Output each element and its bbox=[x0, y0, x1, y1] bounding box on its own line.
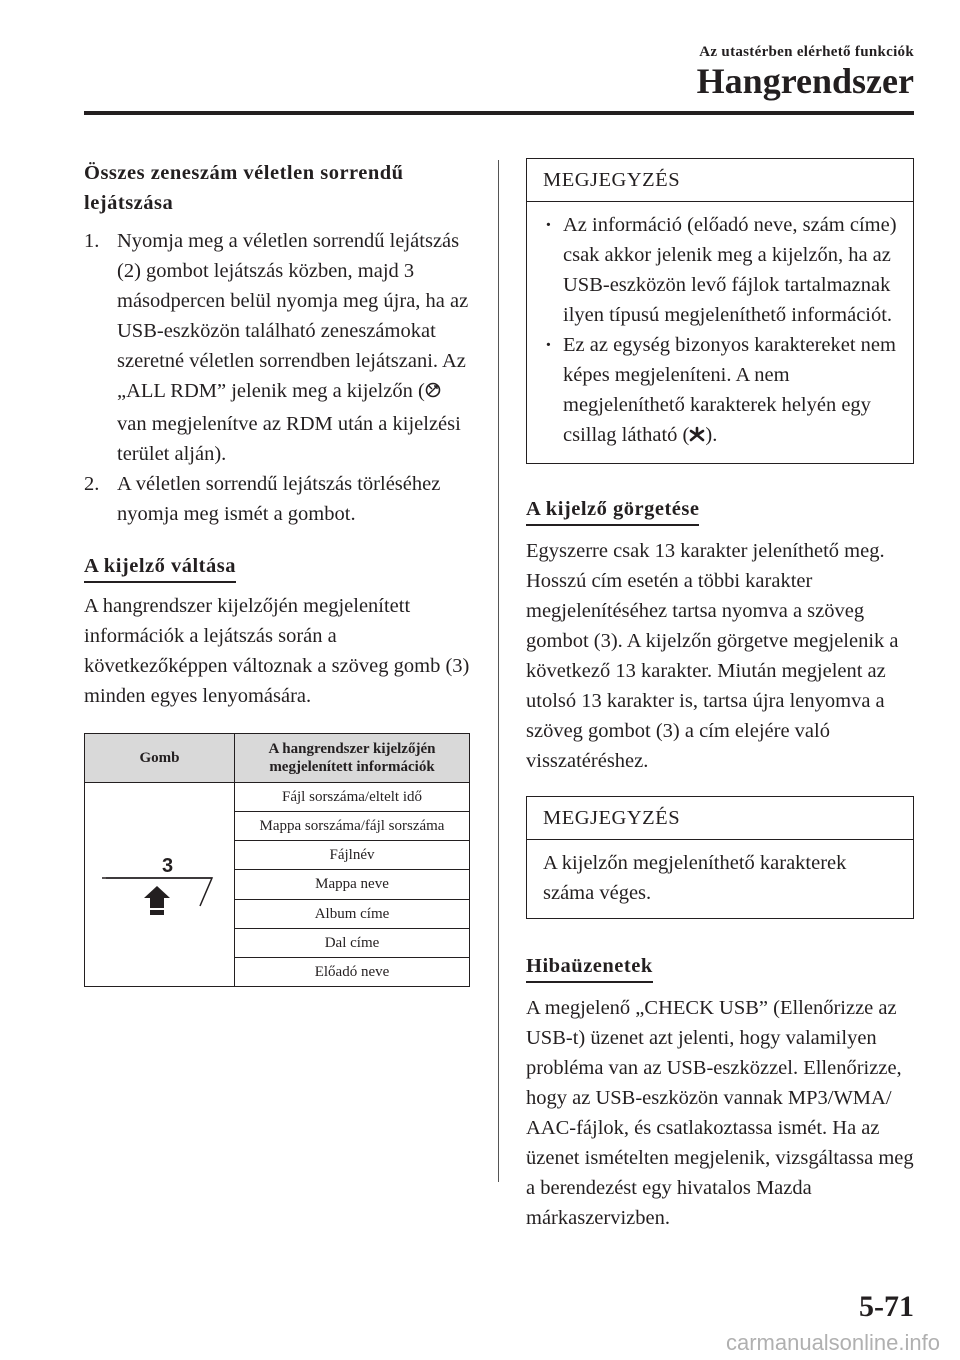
table-header-row bbox=[85, 734, 470, 783]
right-column bbox=[526, 158, 914, 1233]
note-list bbox=[543, 210, 897, 453]
page-number: 5-71 bbox=[859, 1290, 914, 1323]
table-header-button: Gomb bbox=[85, 734, 235, 783]
table-cell: Mappa sorszáma/fájl sorszáma bbox=[235, 812, 470, 841]
table-cell: Dal címe bbox=[235, 928, 470, 957]
scroll-display-text: Egyszerre csak 13 karakter jeleníthető meg. Hosszú cím esetén a többi karakter megjelenítéséhez tartsa nyomva a szöveg gombot (3). A kijelzőn görgetve megjelenik a következő 13 karakter. Miután megjelent az utolsó 13 karakter is, tartsa újra lenyomva a szöveg gombot (3) a cím elejére való visszatéréshez. bbox=[526, 540, 899, 772]
list-item bbox=[543, 330, 897, 453]
table-cell: Fájl sorszáma/eltelt idő bbox=[235, 783, 470, 812]
note-title: MEGJEGYZÉS bbox=[527, 797, 913, 840]
table-row bbox=[85, 783, 470, 812]
table-cell: Előadó neve bbox=[235, 957, 470, 986]
button-number: 3 bbox=[161, 855, 173, 877]
left-column bbox=[84, 158, 470, 987]
note-body: A kijelzőn megjeleníthető karakterek száma véges. bbox=[543, 852, 847, 904]
button-illustration-cell bbox=[85, 783, 235, 987]
switch-display-heading: A kijelző váltása bbox=[84, 553, 236, 583]
step-text-part: Nyomja meg a véletlen sorrendű lejátszás (2) gombot lejátszás közben, majd 3 másodpercen belül nyomja meg újra, ha az USB-eszközön található zeneszámokat szeretné véletlen sorrendben lejátszani. Az „ALL RDM” jelenik meg a kijelzőn ( bbox=[117, 230, 469, 402]
steps-list bbox=[84, 226, 470, 529]
table-cell: Fájlnév bbox=[235, 841, 470, 870]
section-subtitle: Az utastérben elérhető funkciók bbox=[699, 44, 914, 60]
asterisk-icon bbox=[689, 423, 705, 453]
list-item bbox=[84, 469, 470, 529]
step-number: 2. bbox=[84, 473, 100, 495]
note-box bbox=[526, 796, 914, 919]
page-title: Hangrendszer bbox=[696, 61, 914, 101]
step-text: A véletlen sorrendű lejátszás törléséhez nyomja meg ismét a gombot. bbox=[117, 473, 441, 525]
list-item: · Az információ (előadó neve, szám címe) csak akkor jelenik meg a kijelzőn, ha az USB-eszközön levő fájlok tartalmaznak ilyen típusú megjeleníthető információt. bbox=[543, 210, 897, 330]
note-title: MEGJEGYZÉS bbox=[527, 159, 913, 202]
display-info-table bbox=[84, 733, 470, 987]
list-item bbox=[84, 226, 470, 469]
text-button-illustration bbox=[100, 842, 220, 922]
table-header-info: A hangrendszer kijelzőjén megjelenített információk bbox=[235, 734, 470, 783]
error-messages-text: A megjelenő „CHECK USB” (Ellenőrizze az USB-t) üzenet azt jelenti, hogy valamilyen probléma van az USB-eszközzel. Ellenőrizze, hogy az USB-eszközön vannak MP3/WMA/ AAC-fájlok, és csatlakoztassa ismét. Ha az üzenet ismételten megjelenik, vizsgáltassa meg a berendezést egy hivatalos Mazda márkaszervizben. bbox=[526, 997, 914, 1229]
note-text-part: Ez az egység bizonyos karaktereket nem képes megjeleníteni. A nem megjeleníthető karakterek helyén egy csillag látható ( bbox=[563, 334, 896, 446]
switch-display-text: A hangrendszer kijelzőjén megjelenített információk a lejátszás során a következőképpen változnak a szöveg gomb (3) minden egyes lenyomására. bbox=[84, 595, 470, 707]
random-play-heading: Összes zeneszám véletlen sorrendű lejátszása bbox=[84, 162, 404, 214]
note-body bbox=[527, 202, 913, 463]
footer-watermark: carmanualsonline.info bbox=[725, 1330, 940, 1355]
step-number: 1. bbox=[84, 230, 100, 252]
step-text-part: van megjelenítve az RDM után a kijelzési terület alján). bbox=[117, 413, 461, 465]
scroll-display-heading: A kijelző görgetése bbox=[526, 496, 699, 526]
step-text bbox=[117, 226, 470, 469]
random-play-icon bbox=[425, 379, 441, 409]
note-box bbox=[526, 158, 914, 464]
header-rule bbox=[84, 111, 914, 115]
note-text-part: ). bbox=[705, 424, 718, 446]
error-messages-heading: Hibaüzenetek bbox=[526, 953, 653, 983]
column-divider bbox=[498, 160, 499, 1182]
table-cell: Mappa neve bbox=[235, 870, 470, 899]
table-cell: Album címe bbox=[235, 899, 470, 928]
eject-arrow-icon bbox=[144, 886, 170, 915]
